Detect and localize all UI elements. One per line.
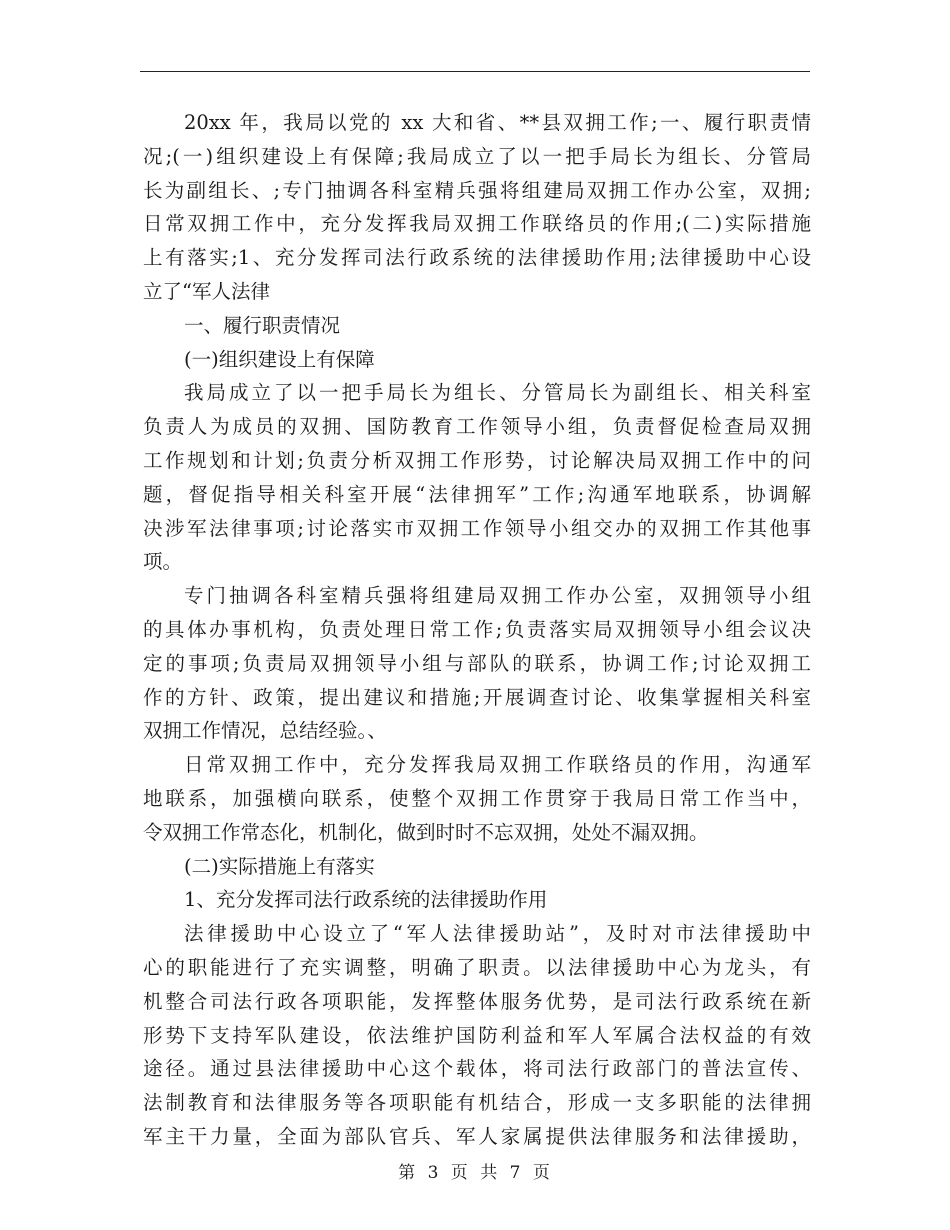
document-body	[143, 106, 811, 1154]
text-line: 的具体办事机构，负责处理日常工作;负责落实局双拥领导小组会议决	[143, 617, 811, 641]
text-line: 法律援助中心设立了“军人法律援助站”，及时对市法律援助中	[184, 922, 811, 946]
text-line: 题，督促指导相关科室开展“法律拥军”工作;沟通军地联系，协调解	[143, 482, 811, 506]
text-line: 作的方针、政策，提出建议和措施;开展调查讨论、收集掌握相关科室	[143, 685, 811, 709]
text-line: 工作规划和计划;负责分析双拥工作形势，讨论解决局双拥工作中的问	[143, 448, 811, 472]
text-line: 况;(一)组织建设上有保障;我局成立了以一把手局长为组长、分管局	[143, 144, 811, 168]
text-line: 军主干力量，全面为部队官兵、军人家属提供法律服务和法律援助，	[143, 1124, 811, 1148]
text-line: 日常双拥工作中，充分发挥我局双拥工作联络员的作用，沟通军	[184, 753, 811, 777]
text-line: (二)实际措施上有落实	[184, 854, 375, 878]
text-line: 机整合司法行政各项职能，发挥整体服务优势，是司法行政系统在新	[143, 989, 811, 1013]
text-line: 双拥工作情况，总结经验。、	[143, 719, 387, 743]
text-line: 定的事项;负责局双拥领导小组与部队的联系，协调工作;讨论双拥工	[143, 651, 811, 675]
text-line: 令双拥工作常态化，机制化，做到时时不忘双拥，处处不漏双拥。	[143, 820, 709, 844]
text-line: 心的职能进行了充实调整，明确了职责。以法律援助中心为龙头，有	[143, 955, 811, 979]
text-line: 途径。通过县法律援助中心这个载体，将司法行政部门的普法宣传、	[143, 1057, 811, 1081]
text-line: 形势下支持军队建设，依法维护国防利益和军人军属合法权益的有效	[143, 1023, 811, 1047]
text-line: 上有落实;1、充分发挥司法行政系统的法律援助作用;法律援助中心设	[143, 246, 811, 270]
page-number: 第 3 页 共 7 页	[398, 1163, 552, 1183]
text-line: 专门抽调各科室精兵强将组建局双拥工作办公室，双拥领导小组	[184, 584, 811, 608]
text-line: 负责人为成员的双拥、国防教育工作领导小组，负责督促检查局双拥	[143, 415, 811, 439]
text-line: 法制教育和法律服务等各项职能有机结合，形成一支多职能的法律拥	[143, 1091, 811, 1115]
text-line: 决涉军法律事项;讨论落实市双拥工作领导小组交办的双拥工作其他事	[143, 516, 811, 540]
text-line: 日常双拥工作中，充分发挥我局双拥工作联络员的作用;(二)实际措施	[143, 212, 811, 236]
text-line: 20xx 年，我局以党的 xx 大和省、**县双拥工作;一、履行职责情	[184, 111, 811, 134]
text-line: 立了“军人法律	[143, 279, 270, 303]
text-line: 我局成立了以一把手局长为组长、分管局长为副组长、相关科室	[184, 381, 811, 405]
text-line: 项。	[143, 550, 183, 574]
header-rule	[140, 71, 810, 72]
text-line: 地联系，加强横向联系，使整个双拥工作贯穿于我局日常工作当中，	[143, 786, 811, 810]
text-line: 长为副组长、;专门抽调各科室精兵强将组建局双拥工作办公室，双拥;	[143, 178, 811, 202]
text-line: 一、履行职责情况	[184, 313, 341, 337]
text-line: (一)组织建设上有保障	[184, 347, 375, 371]
text-line: 1、充分发挥司法行政系统的法律援助作用	[184, 888, 548, 912]
